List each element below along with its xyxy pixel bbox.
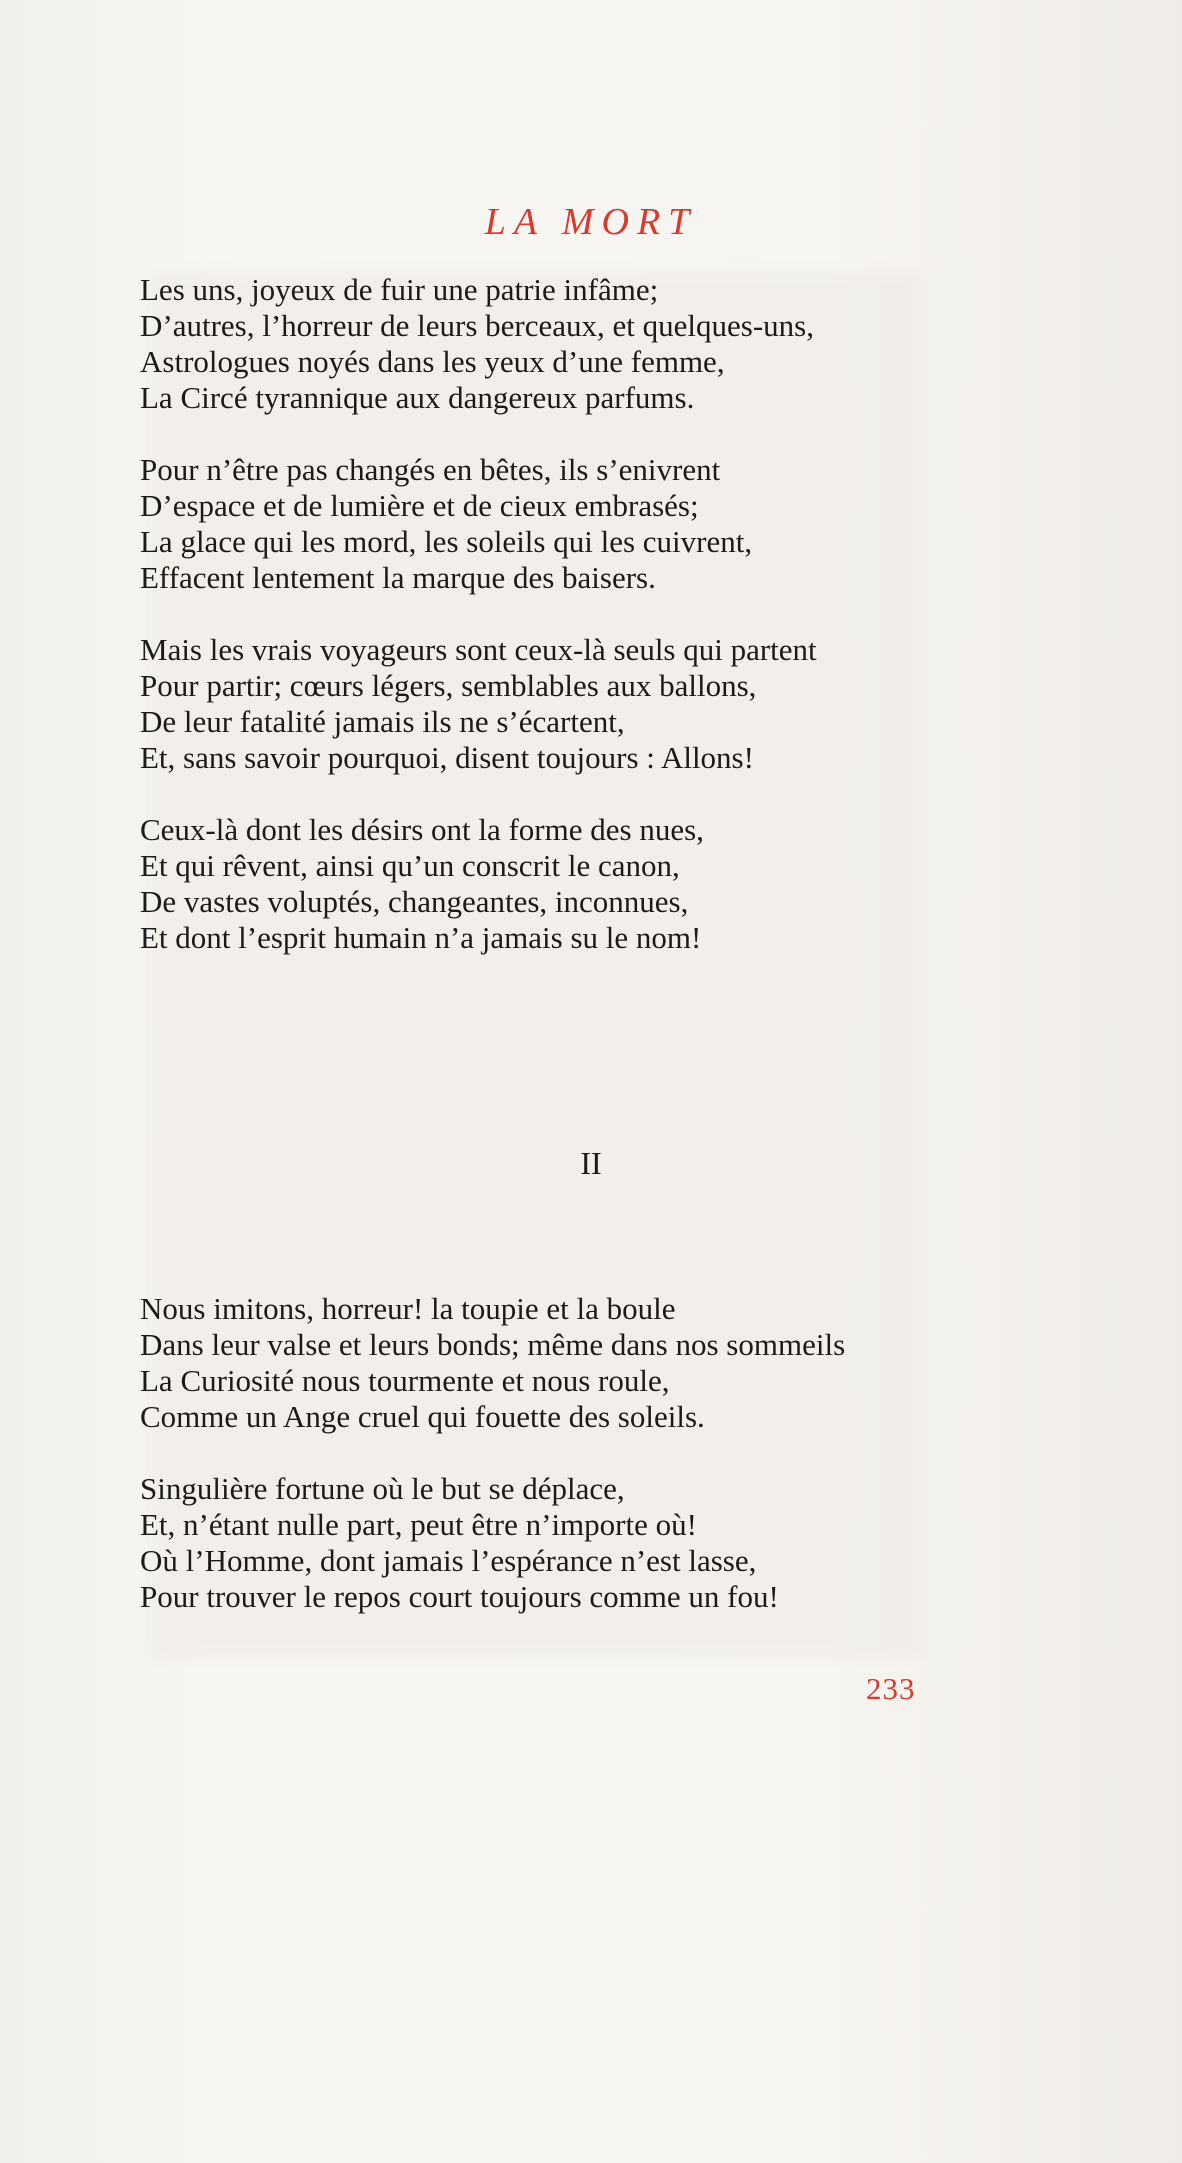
poem-part-one xyxy=(140,272,940,992)
verse-line: Pour trouver le repos court toujours comme un fou! xyxy=(140,1579,779,1614)
stanza xyxy=(140,1291,940,1435)
verse-line: D’espace et de lumière et de cieux embrasés; xyxy=(140,488,699,523)
verse-line: La Curiosité nous tourmente et nous roule, xyxy=(140,1363,670,1398)
page-title: LA MORT xyxy=(484,201,698,243)
verse-line: Astrologues noyés dans les yeux d’une femme, xyxy=(140,344,725,379)
verse-line: D’autres, l’horreur de leurs berceaux, et quelques-uns, xyxy=(140,308,814,343)
verse-line: Comme un Ange cruel qui fouette des soleils. xyxy=(140,1399,705,1434)
stanza xyxy=(140,632,940,776)
stanza xyxy=(140,272,940,416)
section-number: II xyxy=(580,1145,602,1181)
verse-line: Et, n’étant nulle part, peut être n’importe où! xyxy=(140,1507,697,1542)
verse-line: Et qui rêvent, ainsi qu’un conscrit le canon, xyxy=(140,848,680,883)
poem-part-two xyxy=(140,1291,940,1651)
verse-line: La glace qui les mord, les soleils qui les cuivrent, xyxy=(140,524,753,559)
stanza xyxy=(140,452,940,596)
verse-line: Effacent lentement la marque des baisers. xyxy=(140,560,656,595)
verse-line: Mais les vrais voyageurs sont ceux-là seuls qui partent xyxy=(140,632,817,667)
verse-line: Ceux-là dont les désirs ont la forme des nues, xyxy=(140,812,704,847)
verse-line: Pour partir; cœurs légers, semblables aux ballons, xyxy=(140,668,757,703)
verse-line: La Circé tyrannique aux dangereux parfums. xyxy=(140,380,695,415)
verse-line: Et dont l’esprit humain n’a jamais su le nom! xyxy=(140,920,702,955)
verse-line: Dans leur valse et leurs bonds; même dans nos sommeils xyxy=(140,1327,846,1362)
verse-line: De vastes voluptés, changeantes, inconnues, xyxy=(140,884,689,919)
page-number: 233 xyxy=(866,1671,916,1706)
verse-line: Les uns, joyeux de fuir une patrie infâme; xyxy=(140,272,659,307)
stanza xyxy=(140,1471,940,1615)
verse-line: De leur fatalité jamais ils ne s’écartent, xyxy=(140,704,625,739)
verse-line: Et, sans savoir pourquoi, disent toujours : Allons! xyxy=(140,740,754,775)
verse-line: Singulière fortune où le but se déplace, xyxy=(140,1471,625,1506)
verse-line: Nous imitons, horreur! la toupie et la boule xyxy=(140,1291,676,1326)
verse-line: Pour n’être pas changés en bêtes, ils s’enivrent xyxy=(140,452,721,487)
verse-line: Où l’Homme, dont jamais l’espérance n’est lasse, xyxy=(140,1543,757,1578)
stanza xyxy=(140,812,940,956)
